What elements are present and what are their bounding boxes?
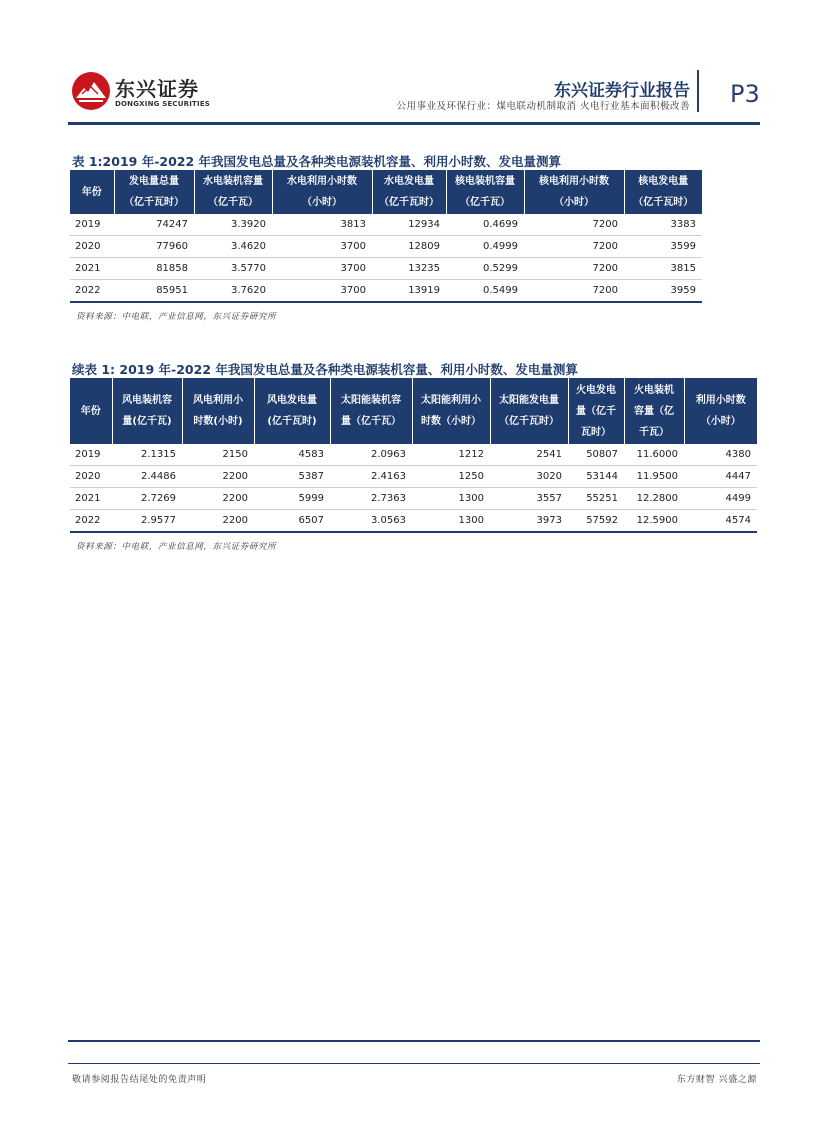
- table-cell: 3599: [624, 236, 702, 258]
- footer-rule-thin: [68, 1063, 760, 1064]
- table-cell: 12.2800: [624, 488, 684, 510]
- table-cell: 4447: [684, 466, 757, 488]
- table-cell: 2019: [70, 214, 114, 236]
- table-cell: 11.9500: [624, 466, 684, 488]
- table-cell: 2022: [70, 280, 114, 303]
- table-cell: 12809: [372, 236, 446, 258]
- table-cell: 2021: [70, 258, 114, 280]
- table-cell: 7200: [524, 236, 624, 258]
- table-cell: 2.7363: [330, 488, 412, 510]
- report-subtitle: 公用事业及环保行业：煤电联动机制取消 火电行业基本面积极改善: [396, 101, 690, 112]
- table-cell: 3.4620: [194, 236, 272, 258]
- table1-header-cell: 核电装机容量 （亿千瓦）: [446, 170, 524, 214]
- table-cell: 3383: [624, 214, 702, 236]
- page-number: P3: [730, 80, 760, 108]
- table1-header-row: [70, 170, 702, 214]
- table1-header-cell: 水电装机容量 （亿千瓦）: [194, 170, 272, 214]
- table-cell: 3.5770: [194, 258, 272, 280]
- table2-header-cell: 火电装机 容量（亿 千瓦）: [624, 378, 684, 444]
- table-cell: 3959: [624, 280, 702, 303]
- table-row: [70, 214, 702, 236]
- header-rule: [68, 122, 760, 125]
- table2-header-cell: 风电利用小 时数(小时): [182, 378, 254, 444]
- table-cell: 3700: [272, 236, 372, 258]
- table-cell: 2.7269: [112, 488, 182, 510]
- table-cell: 7200: [524, 214, 624, 236]
- table2-header-row: [70, 378, 757, 444]
- table-cell: 3.7620: [194, 280, 272, 303]
- header-divider: [697, 70, 699, 112]
- logo-chinese-name: 东兴证券: [115, 77, 199, 101]
- table-cell: 6507: [254, 510, 330, 533]
- table-cell: 81858: [114, 258, 194, 280]
- footer-slogan: 东方财智 兴盛之源: [676, 1075, 757, 1085]
- table-row: [70, 466, 757, 488]
- table1: [70, 170, 702, 303]
- table-cell: 0.5499: [446, 280, 524, 303]
- table2-caption: 续表 1: 2019 年-2022 年我国发电总量及各种类电源装机容量、利用小时数、发电量测算: [72, 362, 578, 377]
- table-cell: 2200: [182, 466, 254, 488]
- table-cell: 0.5299: [446, 258, 524, 280]
- table-row: [70, 258, 702, 280]
- table-cell: 3.0563: [330, 510, 412, 533]
- table-cell: 3700: [272, 280, 372, 303]
- table-cell: 2.4486: [112, 466, 182, 488]
- table-cell: 53144: [568, 466, 624, 488]
- table1-header-cell: 水电利用小时数 （小时）: [272, 170, 372, 214]
- table-cell: 3020: [490, 466, 568, 488]
- table-row: [70, 510, 757, 533]
- table-cell: 2200: [182, 488, 254, 510]
- table1-caption: 表 1:2019 年-2022 年我国发电总量及各种类电源装机容量、利用小时数、发电量测算: [72, 154, 562, 169]
- table-cell: 0.4999: [446, 236, 524, 258]
- company-logo: [70, 70, 210, 114]
- table-cell: 2021: [70, 488, 112, 510]
- table-cell: 7200: [524, 280, 624, 303]
- logo-english-name: DONGXING SECURITIES: [115, 100, 211, 108]
- table-cell: 5999: [254, 488, 330, 510]
- table2: [70, 378, 757, 533]
- table-cell: 3.3920: [194, 214, 272, 236]
- table1-header-cell: 发电量总量 （亿千瓦时）: [114, 170, 194, 214]
- table-cell: 5387: [254, 466, 330, 488]
- table-cell: 2019: [70, 444, 112, 466]
- footer-rule: [68, 1040, 760, 1042]
- table-cell: 2.4163: [330, 466, 412, 488]
- table-cell: 2200: [182, 510, 254, 533]
- table-cell: 85951: [114, 280, 194, 303]
- table-cell: 3973: [490, 510, 568, 533]
- table-cell: 77960: [114, 236, 194, 258]
- table-row: [70, 280, 702, 303]
- table-cell: 12934: [372, 214, 446, 236]
- table-cell: 1300: [412, 488, 490, 510]
- table-cell: 11.6000: [624, 444, 684, 466]
- table2-source: 资料来源：中电联，产业信息网，东兴证券研究所: [76, 542, 277, 552]
- table-cell: 2.1315: [112, 444, 182, 466]
- table-cell: 2.0963: [330, 444, 412, 466]
- table2-header-cell: 年份: [70, 378, 112, 444]
- table-cell: 4380: [684, 444, 757, 466]
- table-cell: 2.9577: [112, 510, 182, 533]
- table-cell: 2020: [70, 466, 112, 488]
- table-cell: 57592: [568, 510, 624, 533]
- table-cell: 7200: [524, 258, 624, 280]
- table-cell: 13919: [372, 280, 446, 303]
- table-cell: 1250: [412, 466, 490, 488]
- table-cell: 4574: [684, 510, 757, 533]
- table1-source: 资料来源：中电联，产业信息网，东兴证券研究所: [76, 312, 277, 322]
- table-row: [70, 444, 757, 466]
- table-cell: 2541: [490, 444, 568, 466]
- table1-header-cell: 核电利用小时数 （小时）: [524, 170, 624, 214]
- table-cell: 1300: [412, 510, 490, 533]
- table2-header-cell: 太阳能装机容 量（亿千瓦）: [330, 378, 412, 444]
- table-cell: 50807: [568, 444, 624, 466]
- table-cell: 13235: [372, 258, 446, 280]
- table2-header-cell: 太阳能发电量 （亿千瓦时）: [490, 378, 568, 444]
- table-cell: 3700: [272, 258, 372, 280]
- table1-header-cell: 核电发电量 （亿千瓦时）: [624, 170, 702, 214]
- table-row: [70, 236, 702, 258]
- table2-header-cell: 火电发电 量（亿千 瓦时）: [568, 378, 624, 444]
- table1-header-cell: 水电发电量 （亿千瓦时）: [372, 170, 446, 214]
- table-cell: 2150: [182, 444, 254, 466]
- table-cell: 12.5900: [624, 510, 684, 533]
- table-cell: 74247: [114, 214, 194, 236]
- table2-header-cell: 太阳能利用小 时数（小时）: [412, 378, 490, 444]
- table-row: [70, 488, 757, 510]
- table-cell: 3815: [624, 258, 702, 280]
- table-cell: 0.4699: [446, 214, 524, 236]
- table-cell: 2020: [70, 236, 114, 258]
- table-cell: 3557: [490, 488, 568, 510]
- table-cell: 1212: [412, 444, 490, 466]
- table2-header-cell: 风电装机容 量(亿千瓦): [112, 378, 182, 444]
- report-title: 东兴证券行业报告: [554, 81, 690, 101]
- table-cell: 4583: [254, 444, 330, 466]
- table-cell: 4499: [684, 488, 757, 510]
- table2-header-cell: 利用小时数 （小时）: [684, 378, 757, 444]
- table-cell: 3813: [272, 214, 372, 236]
- disclaimer-note: 敬请参阅报告结尾处的免责声明: [72, 1075, 207, 1085]
- table-cell: 55251: [568, 488, 624, 510]
- dongxing-logo-icon: [70, 70, 112, 112]
- table1-header-cell: 年份: [70, 170, 114, 214]
- table2-header-cell: 风电发电量 (亿千瓦时): [254, 378, 330, 444]
- table-cell: 2022: [70, 510, 112, 533]
